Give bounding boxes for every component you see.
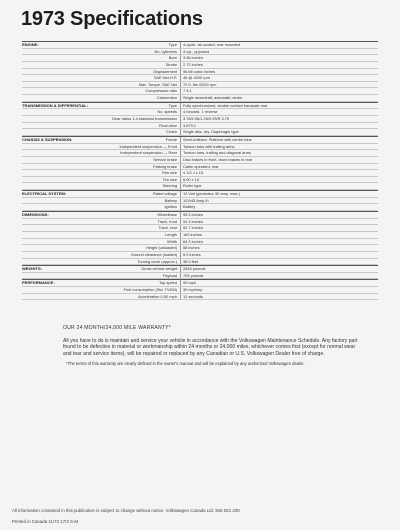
spec-value: Battery	[180, 204, 378, 210]
spec-label: Gear ratios 1-4 standard transmission	[111, 116, 177, 122]
spec-row	[22, 252, 378, 259]
spec-value: Roller type	[180, 183, 378, 189]
spec-label: Tire size	[162, 176, 177, 182]
spec-label: Turning circle (approx.)	[137, 258, 177, 264]
warranty-block	[63, 325, 363, 366]
spec-value: Single downdraft, automatic choke	[180, 95, 378, 101]
spec-section-heading	[22, 239, 102, 245]
spec-label: Fuel consumption (Std. TVDM)	[123, 287, 177, 293]
spec-value: 12 Volt (generator 30 amp. max.)	[180, 191, 378, 197]
spec-value: 4 1/2 J x 15	[180, 170, 378, 176]
spec-row	[22, 204, 378, 211]
spec-section-heading	[22, 144, 102, 150]
spec-label: Stroke	[165, 61, 177, 67]
spec-row	[22, 164, 378, 171]
spec-row	[22, 95, 378, 102]
spec-row	[22, 102, 378, 110]
spec-label: Steering	[162, 183, 177, 189]
spec-value: 3.78/2.06/1.26/0.93/R 3.79	[180, 116, 378, 122]
spec-value: 3.875:1	[180, 123, 378, 129]
spec-label: Type	[168, 42, 177, 47]
spec-label: Length	[165, 231, 177, 237]
spec-label: Acceleration 0-50 mph	[138, 293, 177, 299]
spec-row	[22, 198, 378, 205]
spec-label: Rated voltage	[152, 191, 177, 197]
spec-section-heading	[22, 49, 102, 55]
spec-label: No. cylinders	[154, 48, 177, 54]
warranty-heading: OUR 24 MONTH/24,000 MILE WARRANTY*	[63, 325, 171, 331]
spec-label: Height (unloaded)	[146, 245, 177, 251]
footer-notice: All information contained in this publication is subject to change without notice. Volkswagen Canada Ltd. 845 021 200	[12, 508, 240, 513]
spec-value: 30 mph/mp	[180, 287, 378, 293]
spec-section-heading	[22, 109, 102, 115]
spec-label: Compression ratio	[145, 88, 177, 94]
spec-value: Single disc, dry. Diaphragm type	[180, 129, 378, 135]
spec-label: Independent suspension — Front	[119, 143, 177, 149]
spec-label: No. speeds	[157, 109, 177, 115]
spec-label: SAE Net H.P.	[153, 75, 177, 81]
spec-value: 705 pounds	[180, 273, 378, 279]
page-title: 1973 Specifications	[21, 8, 203, 30]
spec-section-heading	[22, 245, 102, 251]
spec-row	[22, 62, 378, 69]
spec-value: 90 mph	[180, 280, 378, 286]
spec-value: 5.9 inches	[180, 252, 378, 258]
spec-row	[22, 287, 378, 294]
spec-value: Semi-unitized. Platform with centre tube	[180, 137, 378, 143]
spec-section-heading	[22, 232, 102, 238]
spec-row	[22, 294, 378, 301]
spec-label: Wheelbase	[157, 212, 177, 218]
spec-row	[22, 116, 378, 123]
spec-value: 2.72 inches	[180, 62, 378, 68]
warranty-note: *The terms of this warranty are clearly defined in the owner's manual and will be explained by any authorized Volkswagen dealer.	[66, 360, 305, 366]
spec-row	[22, 41, 378, 49]
spec-label: Width	[167, 238, 177, 244]
spec-section-heading: ELECTRICAL SYSTEM:	[22, 191, 67, 197]
spec-value: 46 @ 4000 rpm	[180, 75, 378, 81]
spec-value: 36.0 feet	[180, 259, 378, 265]
spec-row	[22, 88, 378, 95]
spec-row	[22, 55, 378, 62]
spec-row	[22, 144, 378, 151]
spec-label: Ground clearance (loaded)	[130, 251, 177, 257]
spec-section-heading	[22, 123, 102, 129]
spec-value: 163 inches	[180, 232, 378, 238]
spec-section-heading	[22, 55, 102, 61]
spec-section-heading	[22, 164, 102, 170]
spec-value: 4 cyl., opposed	[180, 49, 378, 55]
footer-print-info: Printed in Canada 11/72 17/3 S-M	[12, 519, 79, 524]
spec-label: Payload	[162, 272, 177, 278]
spec-label: Service brake	[153, 156, 177, 162]
spec-section-heading	[22, 75, 102, 81]
spec-row	[22, 136, 378, 144]
spec-value: 72 ft. lbs./2000 rpm	[180, 82, 378, 88]
spec-section-heading	[22, 219, 102, 225]
spec-value: 64.3 inches	[180, 239, 378, 245]
spec-row	[22, 157, 378, 164]
spec-value: 58 inches	[180, 245, 378, 251]
spec-section-heading: DIMENSIONS:	[22, 212, 49, 218]
spec-section-heading: CHASSIS & SUSPENSION:	[22, 136, 73, 142]
spec-row	[22, 69, 378, 76]
spec-value: 7.3:1	[180, 88, 378, 94]
spec-row	[22, 109, 378, 116]
spec-section-heading	[22, 287, 102, 293]
spec-value: 95.3 inches	[180, 212, 378, 218]
spec-value: 3.36 inches	[180, 55, 378, 61]
spec-row	[22, 219, 378, 226]
spec-label: Parking brake	[152, 163, 177, 169]
spec-label: Independent suspension — Rear	[120, 150, 177, 156]
spec-row	[22, 183, 378, 190]
spec-row	[22, 265, 378, 273]
spec-label: Carburetion	[156, 95, 177, 101]
spec-label: Max. Torque, SAE Net	[138, 81, 177, 87]
spec-row	[22, 279, 378, 287]
spec-value: 4 forward, 1 reverse	[180, 109, 378, 115]
spec-section-heading	[22, 273, 102, 279]
spec-section-heading	[22, 62, 102, 68]
spec-value: 6.00 x 15	[180, 177, 378, 183]
spec-value: 2645 pounds	[180, 266, 378, 272]
spec-row	[22, 123, 378, 130]
spec-label: Ignition	[164, 204, 177, 210]
spec-row	[22, 150, 378, 157]
spec-label: Displacement	[153, 68, 177, 74]
spec-value: Fully synchronized, double contact transaxle rear	[180, 103, 378, 109]
spec-value: Torsion bars with trailing arms	[180, 144, 378, 150]
spec-section-heading	[22, 116, 102, 122]
spec-row	[22, 225, 378, 232]
spec-row	[22, 259, 378, 266]
spec-section-heading: WEIGHTS:	[22, 266, 42, 272]
spec-label: Type	[168, 102, 177, 108]
spec-section-heading	[22, 95, 102, 101]
spec-row	[22, 273, 378, 280]
spec-row	[22, 129, 378, 136]
spec-row	[22, 190, 378, 198]
spec-section-heading	[22, 225, 102, 231]
spec-row	[22, 82, 378, 89]
spec-value: Cable operated, rear	[180, 164, 378, 170]
spec-section-heading	[22, 82, 102, 88]
spec-value: 54.3 inches	[180, 219, 378, 225]
spec-label: Battery	[164, 197, 177, 203]
spec-section-heading	[22, 183, 102, 189]
spec-value: 12 seconds	[180, 294, 378, 300]
spec-section-heading	[22, 157, 102, 163]
spec-section-heading	[22, 294, 102, 300]
spec-row	[22, 245, 378, 252]
spec-section-heading	[22, 69, 102, 75]
spec-label: Frame	[165, 136, 177, 142]
warranty-body: All you have to do is maintain and service your vehicle in accordance with the Volkswagen Maintenance Schedule. Any factory part found to be defective in material or workmanship within 24 months or 24,000 miles, whichever comes first (except for normal wear and tear and service items), will be repaired or replaced by any Canadian or U.S. Volkswagen Dealer free of charge.	[63, 337, 358, 358]
spec-section-heading	[22, 170, 102, 176]
spec-row	[22, 49, 378, 56]
spec-label: Top speed	[159, 280, 177, 286]
spec-value: 96.66 cubic inches	[180, 69, 378, 75]
spec-label: Rim size	[162, 170, 177, 176]
spec-row	[22, 211, 378, 219]
spec-value: 12V/45 Amp./h	[180, 198, 378, 204]
spec-row	[22, 177, 378, 184]
spec-label: Clutch	[165, 129, 177, 135]
spec-section-heading	[22, 150, 102, 156]
spec-section-heading	[22, 88, 102, 94]
spec-section-heading: ENGINE:	[22, 42, 39, 47]
spec-value: 52.7 inches	[180, 225, 378, 231]
spec-section-heading	[22, 259, 102, 265]
spec-row	[22, 170, 378, 177]
spec-table	[22, 41, 378, 300]
spec-section-heading: PERFORMANCE:	[22, 280, 55, 286]
spec-label: Track, front	[157, 218, 177, 224]
spec-value: 4-cycle, air-cooled, rear mounted	[180, 42, 378, 48]
spec-section-heading	[22, 204, 102, 210]
spec-row	[22, 75, 378, 82]
spec-value: Torsion bars, trailing and diagonal arms	[180, 150, 378, 156]
spec-label: Track, rear	[158, 225, 177, 231]
spec-section-heading	[22, 129, 102, 135]
spec-value: Disc brakes in front, drum brakes in rear	[180, 157, 378, 163]
spec-section-heading	[22, 198, 102, 204]
spec-label: Bore	[168, 55, 177, 61]
spec-row	[22, 239, 378, 246]
spec-label: Gross vehicle weight	[141, 266, 177, 272]
spec-section-heading	[22, 177, 102, 183]
spec-section-heading	[22, 252, 102, 258]
spec-row	[22, 232, 378, 239]
spec-section-heading: TRANSMISSION & DIFFERENTIAL:	[22, 102, 88, 108]
spec-label: Final drive	[159, 122, 177, 128]
